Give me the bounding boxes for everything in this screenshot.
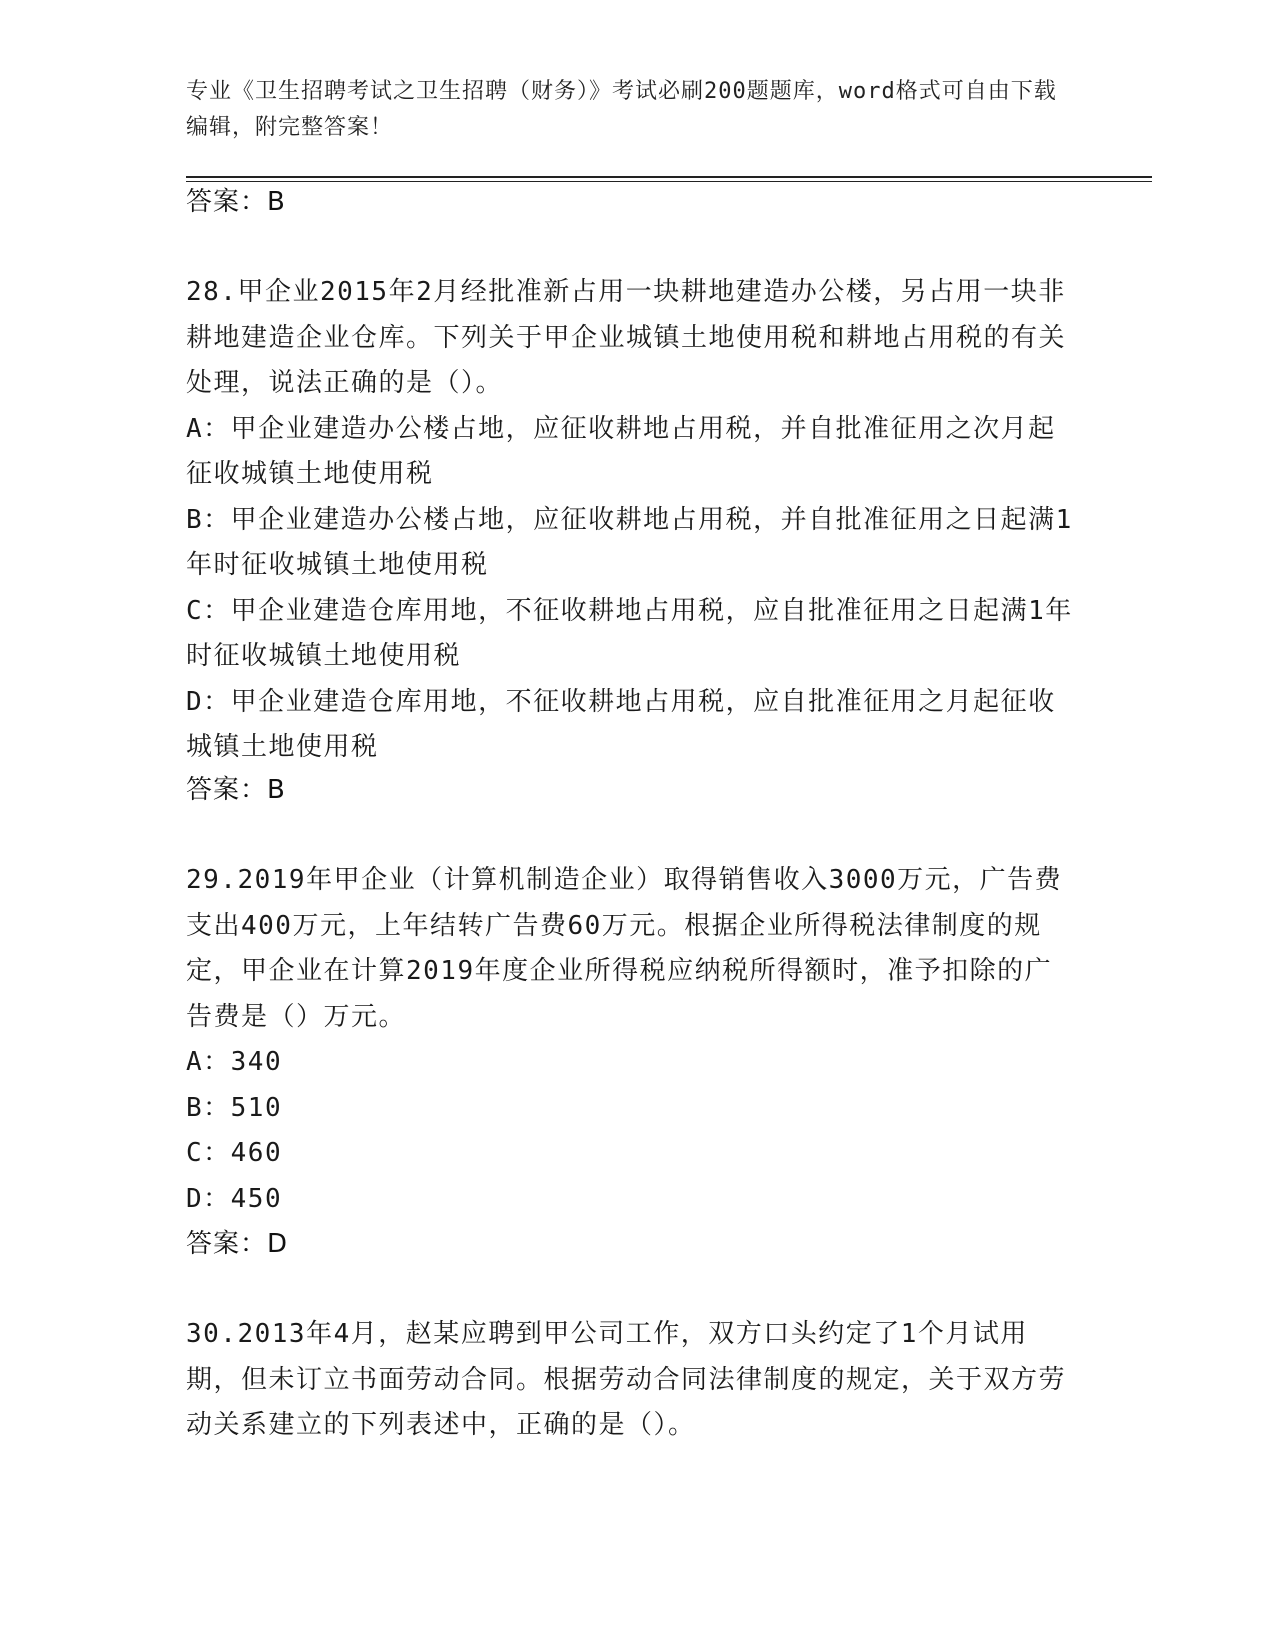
answer-q29: 答案：D bbox=[186, 1229, 289, 1259]
question-29-option-a: A：340 bbox=[186, 1047, 283, 1077]
answer-q27: 答案：B bbox=[186, 187, 286, 217]
question-28 bbox=[186, 270, 1076, 771]
document-header: 专业《卫生招聘考试之卫生招聘（财务）》考试必刷200题题库，word格式可自由下载编辑，附完整答案！ bbox=[186, 79, 1057, 140]
header-divider-thick bbox=[186, 176, 1152, 178]
question-28-option-d: D：甲企业建造仓库用地，不征收耕地占用税，应自批准征用之月起征收城镇土地使用税 bbox=[186, 686, 1056, 762]
question-30-stem: 30.2013年4月，赵某应聘到甲公司工作，双方口头约定了1个月试用期，但未订立书面劳动合同。根据劳动合同法律制度的规定，关于双方劳动关系建立的下列表述中，正确的是（）。 bbox=[186, 1319, 1067, 1440]
question-29-option-b: B：510 bbox=[186, 1092, 283, 1123]
question-29-option-c: C：460 bbox=[186, 1138, 283, 1168]
question-28-option-c: C：甲企业建造仓库用地，不征收耕地占用税，应自批准征用之日起满1年时征收城镇土地使用税 bbox=[186, 595, 1073, 671]
question-28-option-b: B：甲企业建造办公楼占地，应征收耕地占用税，并自批准征用之日起满1年时征收城镇土地使用税 bbox=[186, 504, 1073, 580]
question-30 bbox=[186, 1312, 1076, 1449]
answer-q28: 答案：B bbox=[186, 775, 286, 805]
question-28-stem: 28.甲企业2015年2月经批准新占用一块耕地建造办公楼，另占用一块非耕地建造企业仓库。下列关于甲企业城镇土地使用税和耕地占用税的有关处理，说法正确的是（）。 bbox=[186, 277, 1067, 398]
header-divider-thin bbox=[186, 181, 1152, 182]
question-28-option-a: A：甲企业建造办公楼占地，应征收耕地占用税，并自批准征用之次月起征收城镇土地使用税 bbox=[186, 413, 1056, 489]
question-29-option-d: D：450 bbox=[186, 1183, 283, 1214]
question-29-stem: 29.2019年甲企业（计算机制造企业）取得销售收入3000万元，广告费支出400万元，上年结转广告费60万元。根据企业所得税法律制度的规定，甲企业在计算2019年度企业所得税应纳税所得额时，准予扣除的广告费是（）万元。 bbox=[186, 865, 1063, 1032]
question-29 bbox=[186, 858, 1076, 1222]
